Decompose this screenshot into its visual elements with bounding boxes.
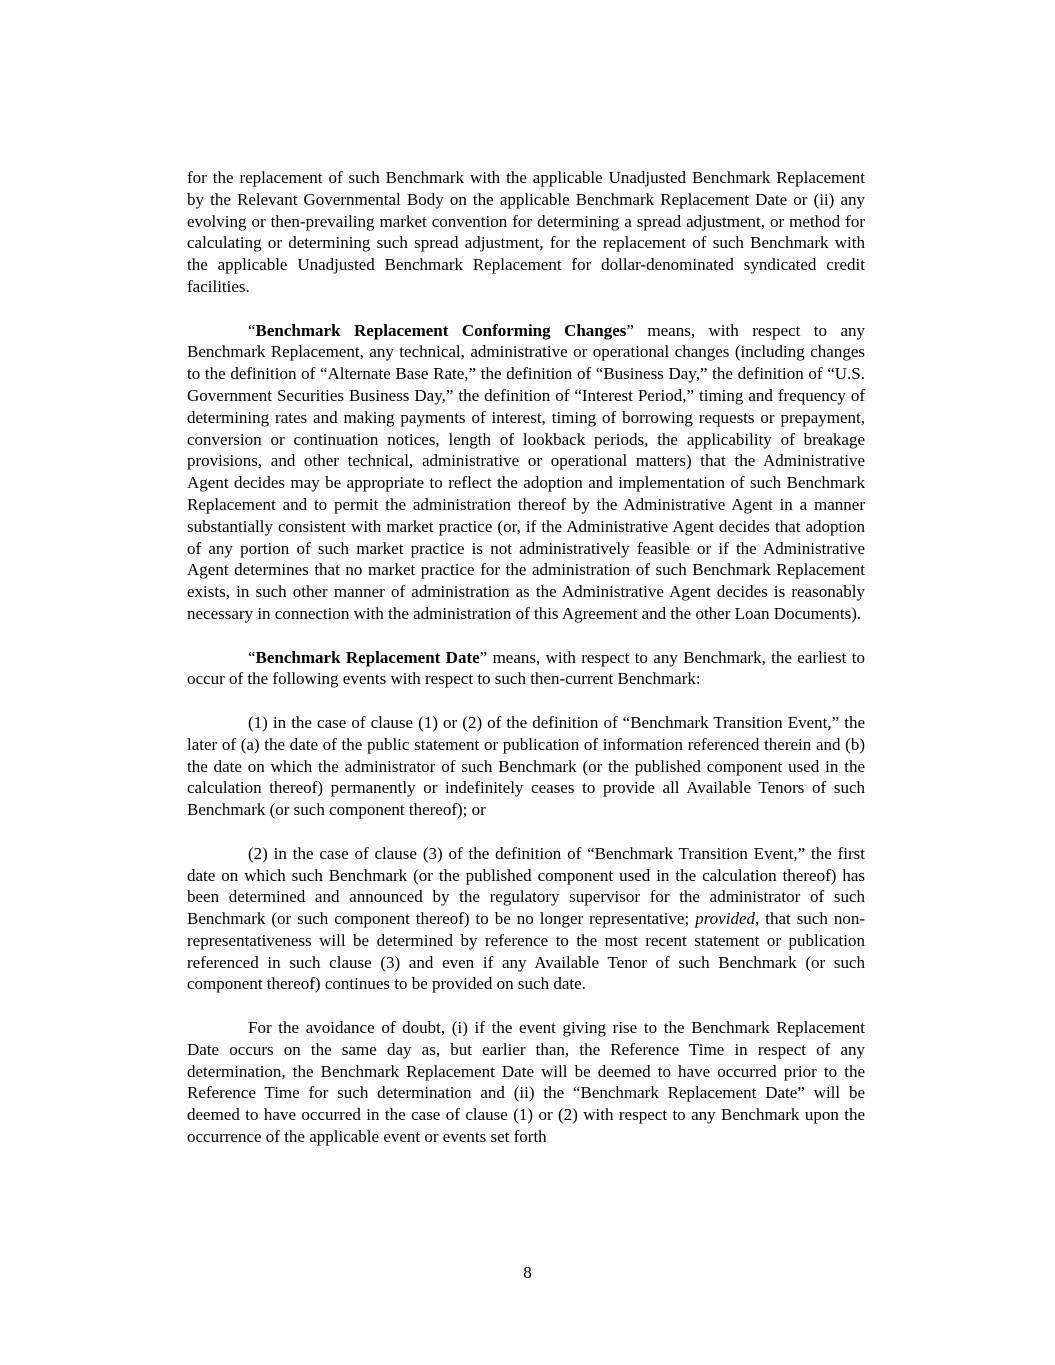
paragraph-continuation: for the replacement of such Benchmark with the applicable Unadjusted Benchmark Replacement by the Relevant Governmental Body on the applicable Benchmark Replacement Date or (ii) any evolving or then-prevailing market convention for determining a spread adjustment, or method for calculating or determining such spread adjustment, for the replacement of such Benchmark with the applicable Unadjusted Benchmark Replacement for dollar-denominated syndicated credit facilities. <box>187 168 865 296</box>
avoidance-of-doubt-paragraph: For the avoidance of doubt, (i) if the event giving rise to the Benchmark Replacement Date occurs on the same day as, but earlier than, the Reference Time in respect of any determination, the Benchmark Replacement Date will be deemed to have occurred prior to the Reference Time for such determination and (ii) the “Benchmark Replacement Date” will be deemed to have occurred in the case of clause (1) or (2) with respect to any Benchmark upon the occurrence of the applicable event or events set forth <box>187 1018 865 1147</box>
clause-2 <box>187 843 865 996</box>
definition-text: ” means, with respect to any Benchmark Replacement, any technical, administrative or operational changes (including changes to the definition of “Alternate Base Rate,” the definition of “Business Day,” the definition of “U.S. Government Securities Business Day,” the definition of “Interest Period,” timing and frequency of determining rates and making payments of interest, timing of borrowing requests or prepayment, conversion or continuation notices, length of lookback periods, the applicability of breakage provisions, and other technical, administrative or operational matters) that the Administrative Agent decides may be appropriate to reflect the adoption and implementation of such Benchmark Replacement and to permit the administration thereof by the Administrative Agent in a manner substantially consistent with market practice (or, if the Administrative Agent decides that adoption of any portion of such market practice is not administratively feasible or if the Administrative Agent determines that no market practice for the administration of such Benchmark Replacement exists, in such other manner of administration as the Administrative Agent decides is reasonably necessary in connection with the administration of this Agreement and the other Loan Documents). <box>187 320 865 623</box>
open-quote: “ <box>248 647 256 667</box>
definition-text: ” means, with respect to any Benchmark, the earliest to occur of the following events with respect to such then-current Benchmark: <box>187 647 865 689</box>
defined-term: Benchmark Replacement Date <box>255 647 480 667</box>
definition-conforming-changes <box>187 320 865 625</box>
clause-1: (1) in the case of clause (1) or (2) of the definition of “Benchmark Transition Event,” the later of (a) the date of the public statement or publication of information referenced therein and (b) the date on which the administrator of such Benchmark (or the published component used in the calculation thereof) permanently or indefinitely ceases to provide all Available Tenors of such Benchmark (or such component thereof); or <box>187 712 865 820</box>
clause-2-text-after: , that such non-representativeness will be determined by reference to the most recent statement or publication referenced in such clause (3) and even if any Available Tenor of such Benchmark (or such component thereof) continues to be provided on such date. <box>187 909 865 994</box>
clause-2-text-before: (2) in the case of clause (3) of the definition of “Benchmark Transition Event,” the first date on which such Benchmark (or the published component used in the calculation thereof) has been determined and announced by the regulatory supervisor for the administrator of such Benchmark (or such component thereof) to be no longer representative; <box>187 843 865 929</box>
page-number: 8 <box>523 1263 532 1282</box>
open-quote: “ <box>248 320 256 340</box>
defined-term: Benchmark Replacement Conforming Changes <box>255 320 627 340</box>
provided-italic: provided <box>695 909 755 929</box>
document-page <box>187 167 865 1170</box>
definition-replacement-date <box>187 647 865 691</box>
